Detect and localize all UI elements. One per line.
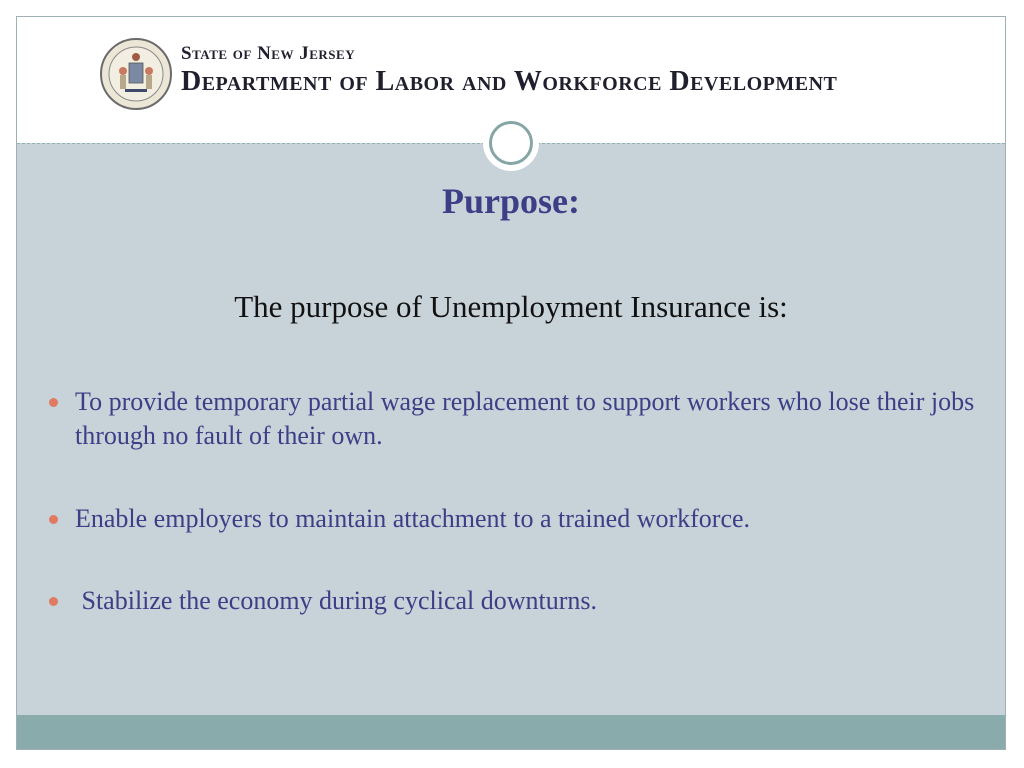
bullet-dot-icon bbox=[49, 597, 58, 606]
bullet-text: Enable employers to maintain attachment to a trained workforce. bbox=[75, 504, 751, 533]
slide-subtitle: The purpose of Unemployment Insurance is: bbox=[234, 289, 788, 324]
bullet-item bbox=[47, 502, 987, 536]
department-title: Department of Labor and Workforce Development bbox=[181, 66, 838, 97]
bullet-text: Stabilize the economy during cyclical downturns. bbox=[75, 586, 598, 615]
slide-title: Purpose: bbox=[442, 181, 580, 221]
footer-bar bbox=[17, 715, 1005, 749]
department-name bbox=[181, 43, 837, 97]
bullet-text: To provide temporary partial wage replacement to support workers who lose their jobs through no fault of their own. bbox=[75, 387, 975, 450]
bullet-list bbox=[47, 385, 987, 618]
bullet-item bbox=[47, 385, 987, 453]
bullet-dot-icon bbox=[49, 398, 58, 407]
state-seal-icon bbox=[99, 37, 173, 111]
slide bbox=[16, 16, 1006, 750]
bullet-item bbox=[47, 584, 987, 618]
state-name: State of New Jersey bbox=[181, 43, 356, 64]
decorative-ring-icon bbox=[483, 115, 539, 171]
bullet-dot-icon bbox=[49, 515, 58, 524]
